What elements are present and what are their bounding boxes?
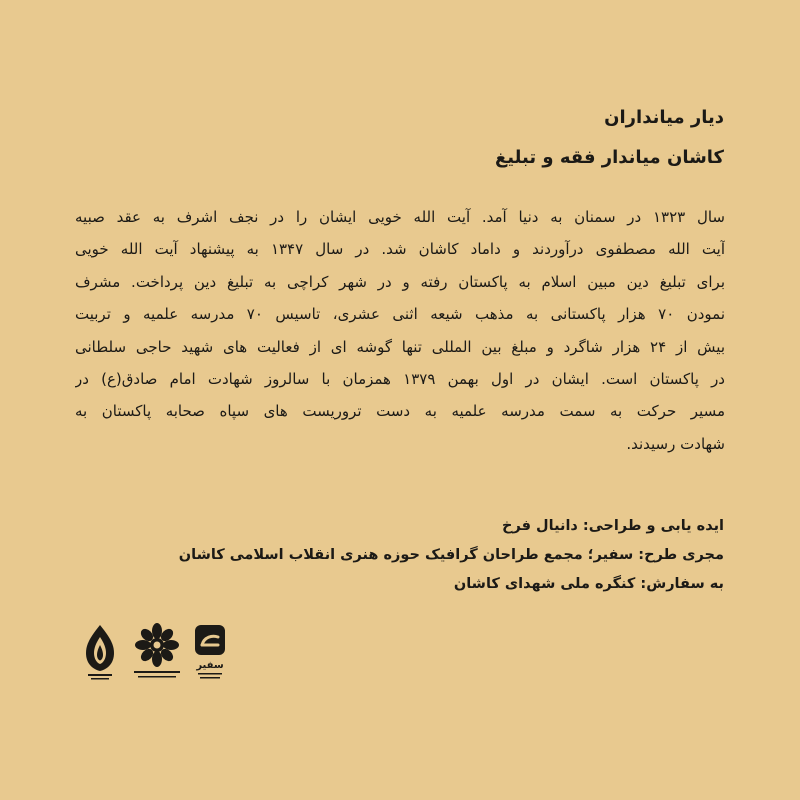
- credit-idea: ایده یابی و طراحی: دانیال فرخ: [502, 518, 724, 534]
- title-block: [84, 98, 724, 178]
- body-line: سال ۱۳۲۳ در سمنان به دنیا آمد. آیت الله خویی ایشان را در نجف اشرف به عقد صبیه: [75, 208, 725, 226]
- art-center-logo: [130, 623, 184, 681]
- biography-text: [75, 201, 725, 460]
- body-line: در پاکستان است. ایشان در اول بهمن ۱۳۷۹ همزمان با سالروز شهادت امام صادق(ع) در: [75, 369, 725, 388]
- body-line: مسیر حرکت به سمت مدرسه علمیه به دست تروریست های سپاه صحابه پاکستان به: [75, 402, 725, 421]
- credits-block: [74, 512, 724, 599]
- body-line: بیش از ۲۴ هزار شاگرد و مبلغ بین المللی تنها گوشه ای از فعالیت های شهید حاجی سلطانی: [75, 337, 725, 356]
- credit-commissioned: به سفارش: کنگره ملی شهدای کاشان: [453, 576, 724, 592]
- safir-logo-label: سفیر: [196, 660, 224, 671]
- body-line: آیت الله مصطفوی درآوردند و داماد کاشان شد. در سال ۱۳۴۷ به پیشنهاد آیت الله خویی: [75, 240, 725, 259]
- candle-flame-icon: [80, 623, 120, 681]
- body-line: برای تبلیغ دین مبین اسلام به پاکستان رفته و در شهر کراچی به تبلیغ دین پرداخت. مشرف: [75, 272, 725, 291]
- safir-logo: [194, 623, 226, 681]
- safir-logo-icon: [194, 623, 226, 681]
- page-subtitle: کاشان میاندار فقه و تبلیغ: [495, 147, 724, 168]
- congress-logo: [80, 623, 120, 681]
- body-line: نمودن ۷۰ هزار پاکستانی به مذهب شیعه اثنی عشری، تاسیس ۷۰ مدرسه علمیه و تربیت: [75, 305, 725, 324]
- logo-strip: [80, 623, 232, 689]
- page-title: دیار میانداران: [604, 107, 724, 128]
- flower-emblem-icon: [130, 623, 184, 681]
- credit-executor: مجری طرح: سفیر؛ مجمع طراحان گرافیک حوزه هنری انقلاب اسلامی کاشان: [178, 547, 724, 563]
- body-line: شهادت رسیدند.: [626, 434, 725, 453]
